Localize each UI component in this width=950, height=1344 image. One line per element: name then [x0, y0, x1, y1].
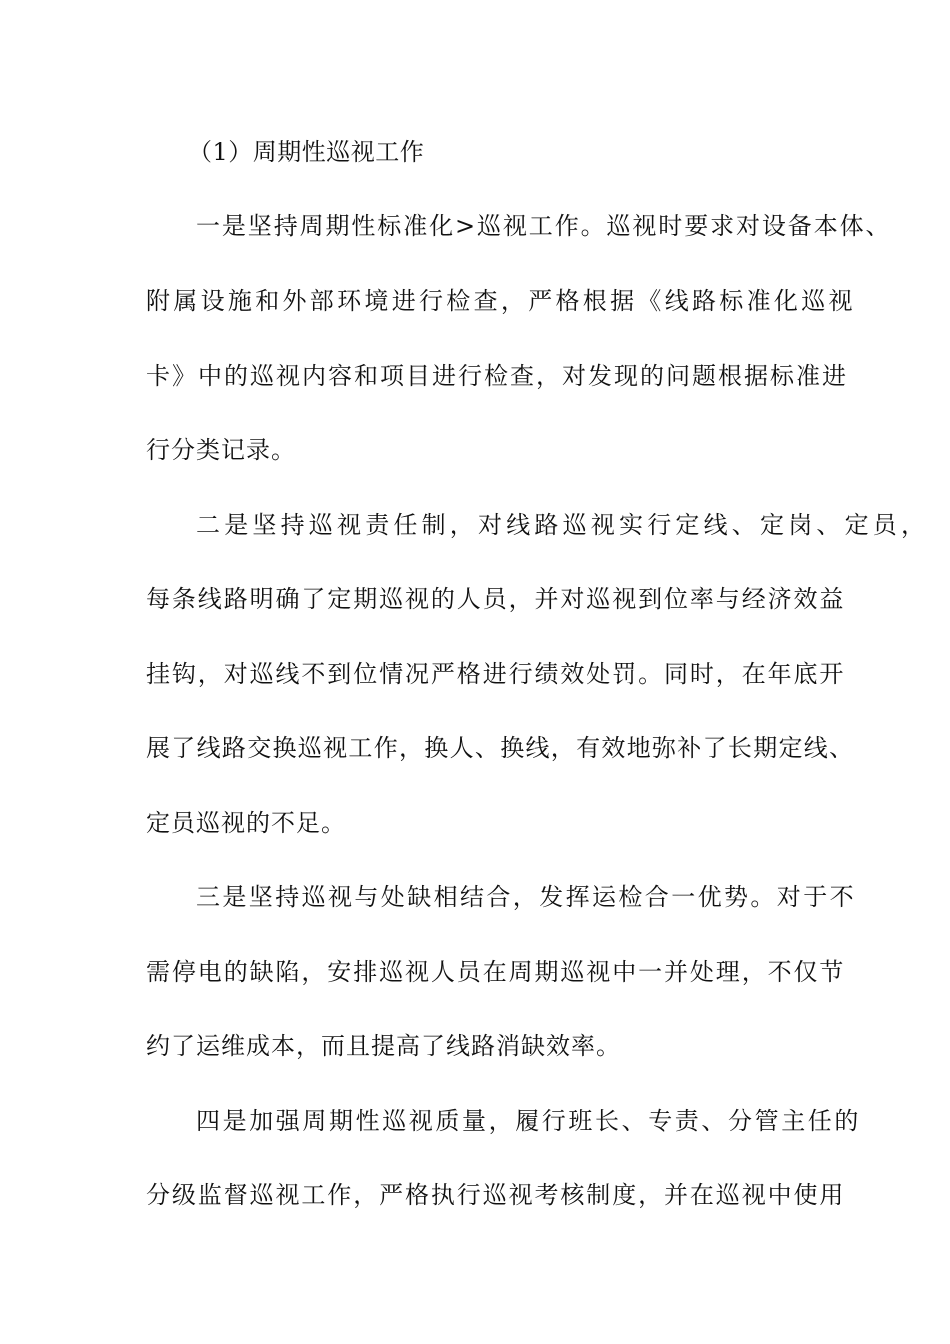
paragraph-1-line-3: 卡》中的巡视内容和项目进行检查，对发现的问题根据标准进: [146, 362, 848, 390]
section-heading: （1）周期性巡视工作: [188, 138, 425, 166]
paragraph-3-line-2: 需停电的缺陷，安排巡视人员在周期巡视中一并处理，不仅节: [146, 958, 846, 986]
paragraph-4-line-1: 四是加强周期性巡视质量，履行班长、专责、分管主任的: [196, 1107, 861, 1135]
paragraph-2-line-1: 二是坚持巡视责任制，对线路巡视实行定线、定岗、定员，: [196, 511, 930, 539]
paragraph-1-line-1: 一是坚持周期性标准化>巡视工作。巡视时要求对设备本体、: [196, 212, 892, 240]
paragraph-1-line-4: 行分类记录。: [146, 436, 296, 464]
paragraph-2-line-5: 定员巡视的不足。: [146, 809, 346, 837]
paragraph-3-line-3: 约了运维成本，而且提高了线路消缺效率。: [146, 1032, 621, 1060]
paragraph-2-line-2: 每条线路明确了定期巡视的人员，并对巡视到位率与经济效益: [146, 585, 846, 613]
paragraph-4-line-2: 分级监督巡视工作，严格执行巡视考核制度，并在巡视中使用: [146, 1181, 846, 1209]
paragraph-1-line-2: 附属设施和外部环境进行检查，严格根据《线路标准化巡视: [146, 287, 856, 315]
paragraph-3-line-1: 三是坚持巡视与处缺相结合，发挥运检合一优势。对于不: [196, 883, 856, 911]
paragraph-2-line-4: 展了线路交换巡视工作，换人、换线，有效地弥补了长期定线、: [146, 734, 855, 762]
paragraph-2-line-3: 挂钩，对巡线不到位情况严格进行绩效处罚。同时，在年底开: [146, 660, 846, 688]
